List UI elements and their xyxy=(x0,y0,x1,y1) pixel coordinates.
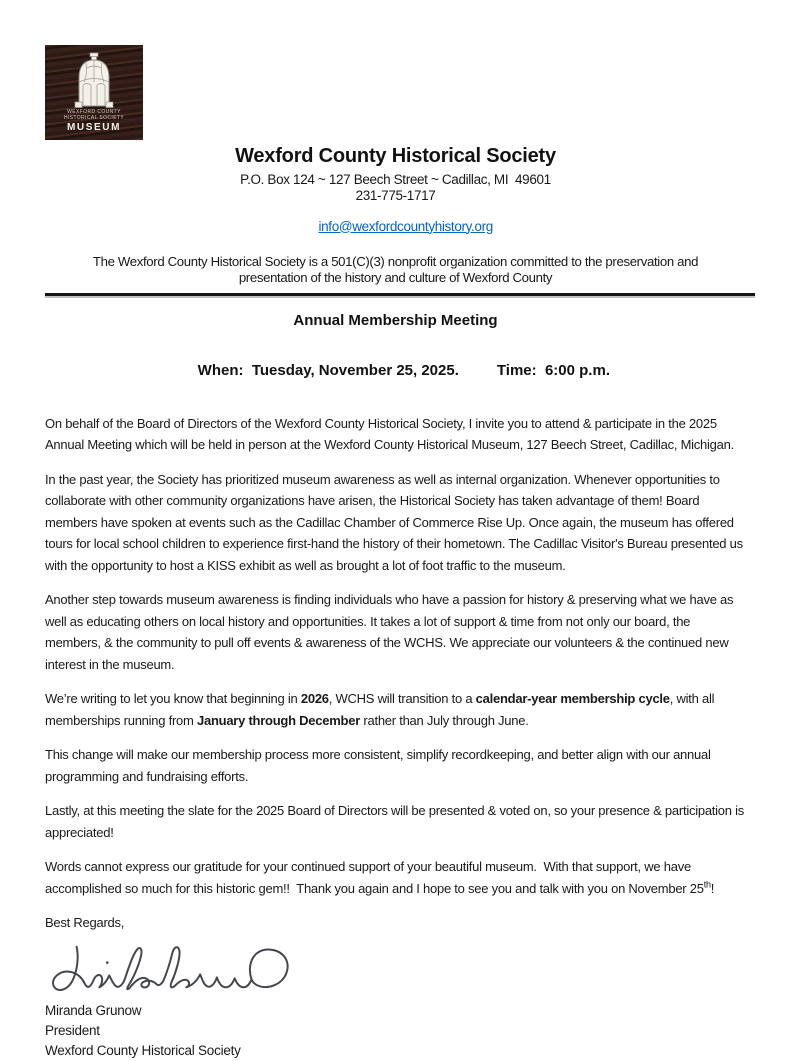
signer-block xyxy=(45,1001,748,1061)
letter-paragraph: On behalf of the Board of Directors of the Wexford County Historical Society, I invite you to attend & participate in the 2025 Annual Meeting which will be held in person at the Wexford County Historical Museum, 127 Beech Street, Cadillac, Michigan. xyxy=(45,415,734,452)
logo-text-museum: MUSEUM xyxy=(66,122,122,133)
email-link[interactable]: info@wexfordcountyhistory.org xyxy=(318,218,493,234)
header-divider-rule xyxy=(45,293,755,296)
letter-paragraph: We’re writing to let you know that beginning in 2026, WCHS will transition to a calendar-year membership cycle, with all memberships running from January through December rather than July through June. xyxy=(45,691,718,728)
meeting-when: When: Tuesday, November 25, 2025. xyxy=(197,361,459,379)
letter-paragraph: This change will make our membership process more consistent, simplify recordkeeping, and better align with our annual programming and fundraising efforts. xyxy=(45,747,714,784)
signature-image xyxy=(47,941,292,996)
phone-number: 231-775-1717 xyxy=(355,187,436,203)
signer-name: Miranda Grunow xyxy=(45,1002,142,1018)
closing-line: Best Regards, xyxy=(45,915,125,930)
signer-title: President xyxy=(45,1022,100,1038)
meeting-time: Time: 6:00 p.m. xyxy=(496,361,610,379)
letterhead xyxy=(0,0,791,286)
letter-body xyxy=(45,413,748,900)
signer-org: Wexford County Historical Society xyxy=(45,1042,241,1058)
logo-text-line1: WEXFORD COUNTY xyxy=(67,109,121,115)
logo-text-line2: HISTORICAL SOCIETY xyxy=(63,115,125,121)
org-name-title: Wexford County Historical Society xyxy=(235,145,556,167)
address-line: P.O. Box 124 ~ 127 Beech Street ~ Cadillac, MI 49601 xyxy=(240,172,551,187)
letter-paragraph: In the past year, the Society has prioritized museum awareness as well as internal organization. Whenever opportunities to collaborate with other community organizations have arisen, the Historical Society has taken advantage of them! Board members have spoken at events such as the Cadillac Chamber of Commerce Rise Up. Once again, the museum has offered tours for local school children to experience first-hand the history of their hometown. The Cadillac Visitor's Bureau presented us with the opportunity to host a KISS exhibit as well as brought a lot of foot traffic to the museum. xyxy=(45,471,747,573)
nonprofit-tagline-line1: The Wexford County Historical Society is a 501(C)(3) nonprofit organization committed to the preservation and xyxy=(92,253,699,269)
meeting-when-time-line xyxy=(0,345,791,396)
letter-paragraph: Lastly, at this meeting the slate for the 2025 Board of Directors will be presented & voted on, so your presence & participation is appreciated! xyxy=(45,803,748,840)
nonprofit-tagline-line2: presentation of the history and culture of Wexford County xyxy=(238,269,553,285)
museum-building-icon xyxy=(58,52,130,108)
meeting-title: Annual Membership Meeting xyxy=(293,311,498,329)
letter-paragraph: Another step towards museum awareness is finding individuals who have a passion for history & preserving what we have as well as educating others on local history and opportunities. It takes a lot of support & time from not only our board, the members, & the community to pull off events & awareness of the WCHS. We appreciate our volunteers & the continued new interest in the museum. xyxy=(45,592,737,672)
museum-logo xyxy=(45,45,143,140)
nonprofit-tagline xyxy=(0,254,791,286)
letter-paragraph: Words cannot express our gratitude for your continued support of your beautiful museum. With that support, we have accomplished so much for this historic gem!! Thank you again and I hope to see you and talk with you on November 25th! xyxy=(45,859,715,896)
